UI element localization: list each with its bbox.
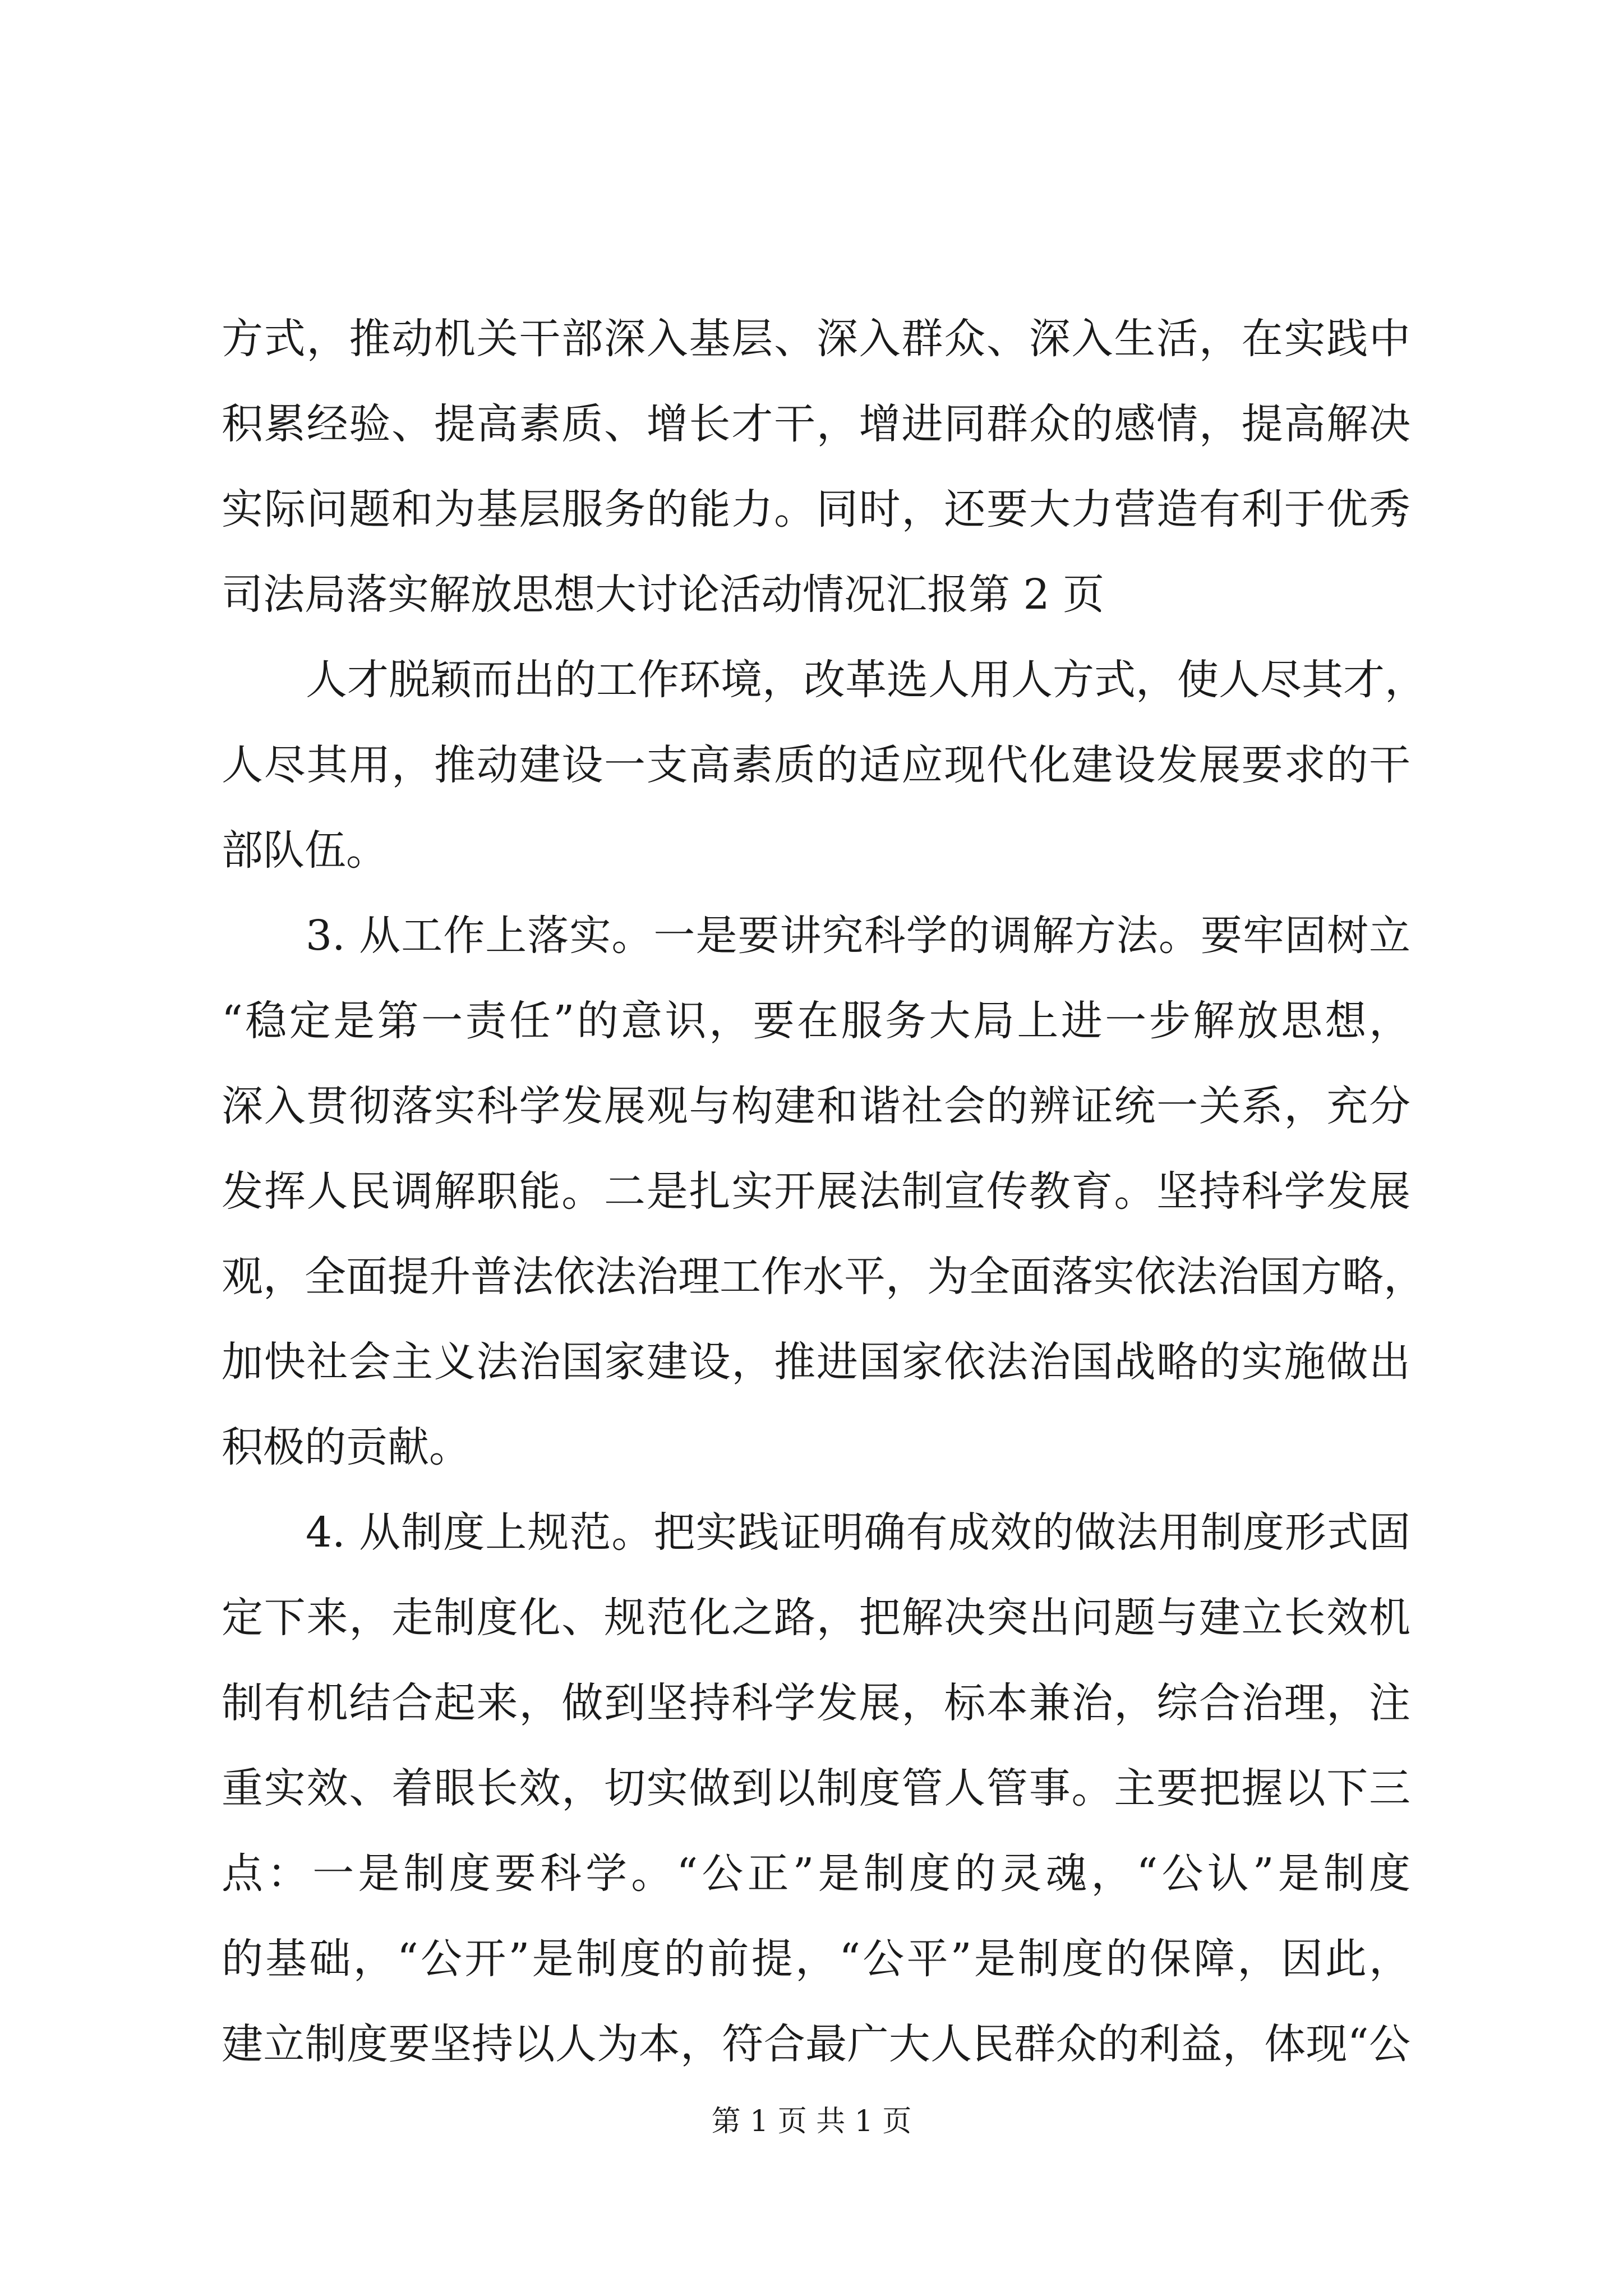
text-line: 深入贯彻落实科学发展观与构建和谐社会的辨证统一关系，充分 xyxy=(222,1082,1410,1130)
text-line: 的基础，“公开”是制度的前提，“公平”是制度的保障，因此， xyxy=(222,1935,1410,1983)
text-line: 部队伍。 xyxy=(222,826,388,875)
text-line: 发挥人民调解职能。二是扎实开展法制宣传教育。坚持科学发展 xyxy=(222,1167,1410,1216)
text-line: 积累经验、提高素质、增长才干，增进同群众的感情，提高解决 xyxy=(222,400,1410,448)
text-line: 加快社会主义法治国家建设，推进国家依法治国战略的实施做出 xyxy=(222,1338,1410,1386)
text-line: 方式，推动机关干部深入基层、深入群众、深入生活，在实践中 xyxy=(222,315,1410,363)
text-line: 人才脱颖而出的工作环境，改革选人用人方式，使人尽其才， xyxy=(306,656,1426,704)
text-line: 观，全面提升普法依法治理工作水平，为全面落实依法治国方略， xyxy=(222,1253,1425,1301)
text-line: 重实效、着眼长效，切实做到以制度管人管事。主要把握以下三 xyxy=(222,1764,1410,1812)
text-line: 定下来，走制度化、规范化之路，把解决突出问题与建立长效机 xyxy=(222,1594,1410,1642)
section-heading-line: 3. 从工作上落实。一是要讲究科学的调解方法。要牢固树立 xyxy=(306,912,1410,960)
text-line: 人尽其用，推动建设一支高素质的适应现代化建设发展要求的干 xyxy=(222,741,1410,789)
text-line: 制有机结合起来，做到坚持科学发展，标本兼治，综合治理，注 xyxy=(222,1679,1410,1727)
running-header-line: 司法局落实解放思想大讨论活动情况汇报第 2 页 xyxy=(222,570,1105,619)
text-line: 实际问题和为基层服务的能力。同时，还要大力营造有利于优秀 xyxy=(222,485,1410,533)
page-number-footer: 第 1 页 共 1 页 xyxy=(711,2105,912,2138)
section-heading-line: 4. 从制度上规范。把实践证明确有成效的做法用制度形式固 xyxy=(306,1508,1410,1557)
text-line: 建立制度要坚持以人为本，符合最广大人民群众的利益，体现“公 xyxy=(222,2020,1410,2068)
text-line: 点：一是制度要科学。“公正”是制度的灵魂，“公认”是制度 xyxy=(222,1849,1410,1898)
text-line: 积极的贡献。 xyxy=(222,1423,471,1471)
text-line: “稳定是第一责任”的意识，要在服务大局上进一步解放思想， xyxy=(222,997,1410,1045)
body-text xyxy=(222,296,1426,2087)
